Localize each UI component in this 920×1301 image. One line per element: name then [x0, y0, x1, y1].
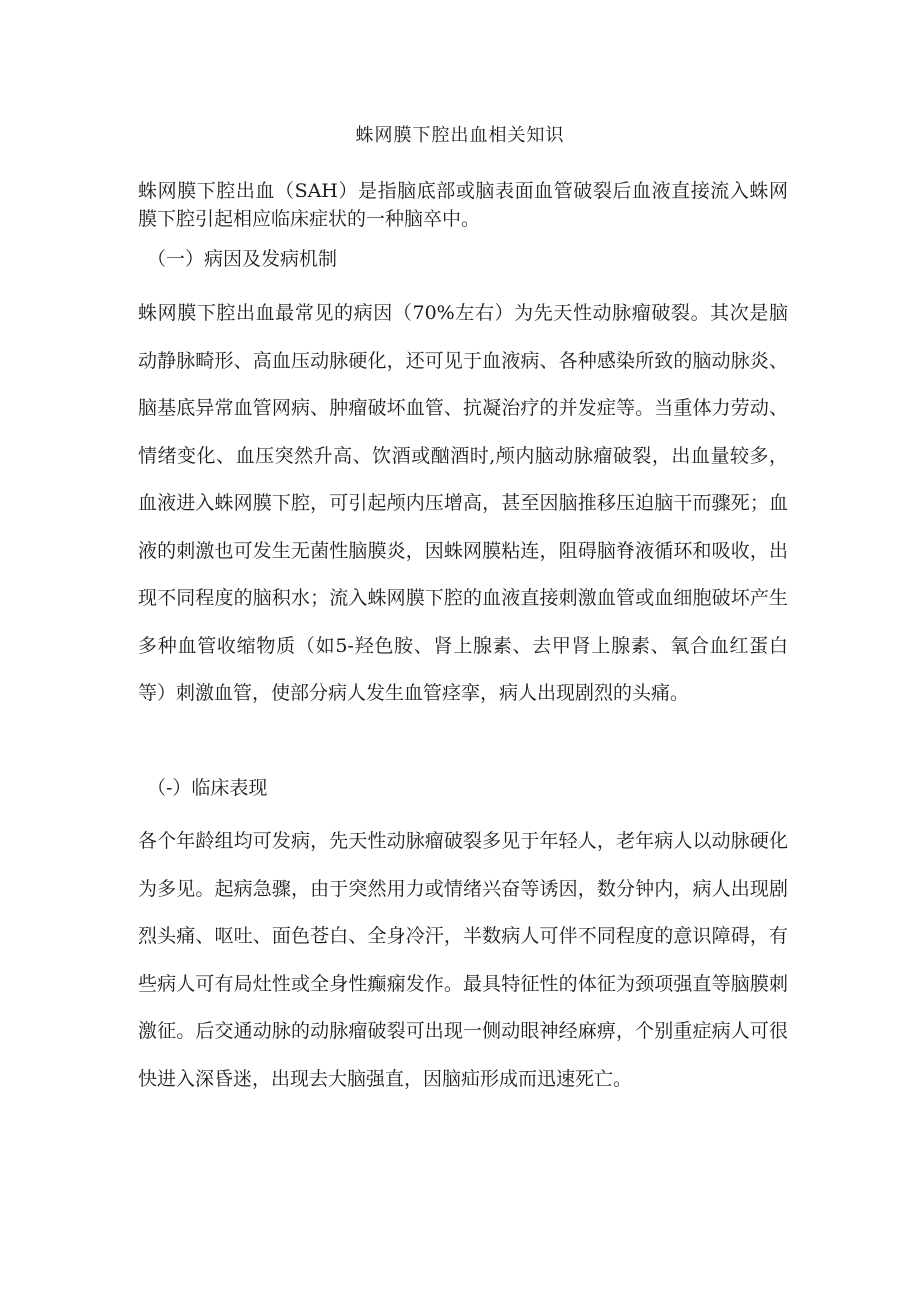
document-title: 蛛网膜下腔出血相关知识 [355, 125, 565, 146]
section-heading-clinical: （-）临床表现 [147, 777, 268, 799]
intro-paragraph: 蛛网膜下腔出血（SAH）是指脑底部或脑表面血管破裂后血液直接流入蛛网膜下腔引起相应临床症状的一种脑卒中。 [138, 180, 788, 230]
section-body-etiology: 蛛网膜下腔出血最常见的病因（70%左右）为先天性动脉瘤破裂。其次是脑动静脉畸形、高血压动脉硬化，还可见于血液病、各种感染所致的脑动脉炎、脑基底异常血管网病、肿瘤破坏血管、抗凝治疗的并发症等。当重体力劳动、情绪变化、血压突然升高、饮酒或酗酒时,颅内脑动脉瘤破裂，出血量较多，血液进入蛛网膜下腔，可引起颅内压增高，甚至因脑推移压迫脑干而骤死；血液的刺激也可发生无菌性脑膜炎，因蛛网膜粘连，阻碍脑脊液循环和吸收，出现不同程度的脑积水；流入蛛网膜下腔的血液直接刺激血管或血细胞破坏产生多种血管收缩物质（如5-羟色胺、肾上腺素、去甲肾上腺素、氧合血红蛋白等）刺激血管，使部分病人发生血管痉挛，病人出现剧烈的头痛。 [138, 302, 788, 704]
section-body-clinical: 各个年龄组均可发病，先天性动脉瘤破裂多见于年轻人，老年病人以动脉硬化为多见。起病急骤，由于突然用力或情绪兴奋等诱因，数分钟内，病人出现剧烈头痛、呕吐、面色苍白、全身冷汗，半数病人可伴不同程度的意识障碍，有些病人可有局灶性或全身性癫痫发作。最具特征性的体征为颈项强直等脑膜刺激征。后交通动脉的动脉瘤破裂可出现一侧动眼神经麻痹，个别重症病人可很快进入深昏迷，出现去大脑强直，因脑疝形成而迅速死亡。 [138, 830, 788, 1090]
section-heading-etiology: （一）病因及发病机制 [147, 248, 338, 270]
